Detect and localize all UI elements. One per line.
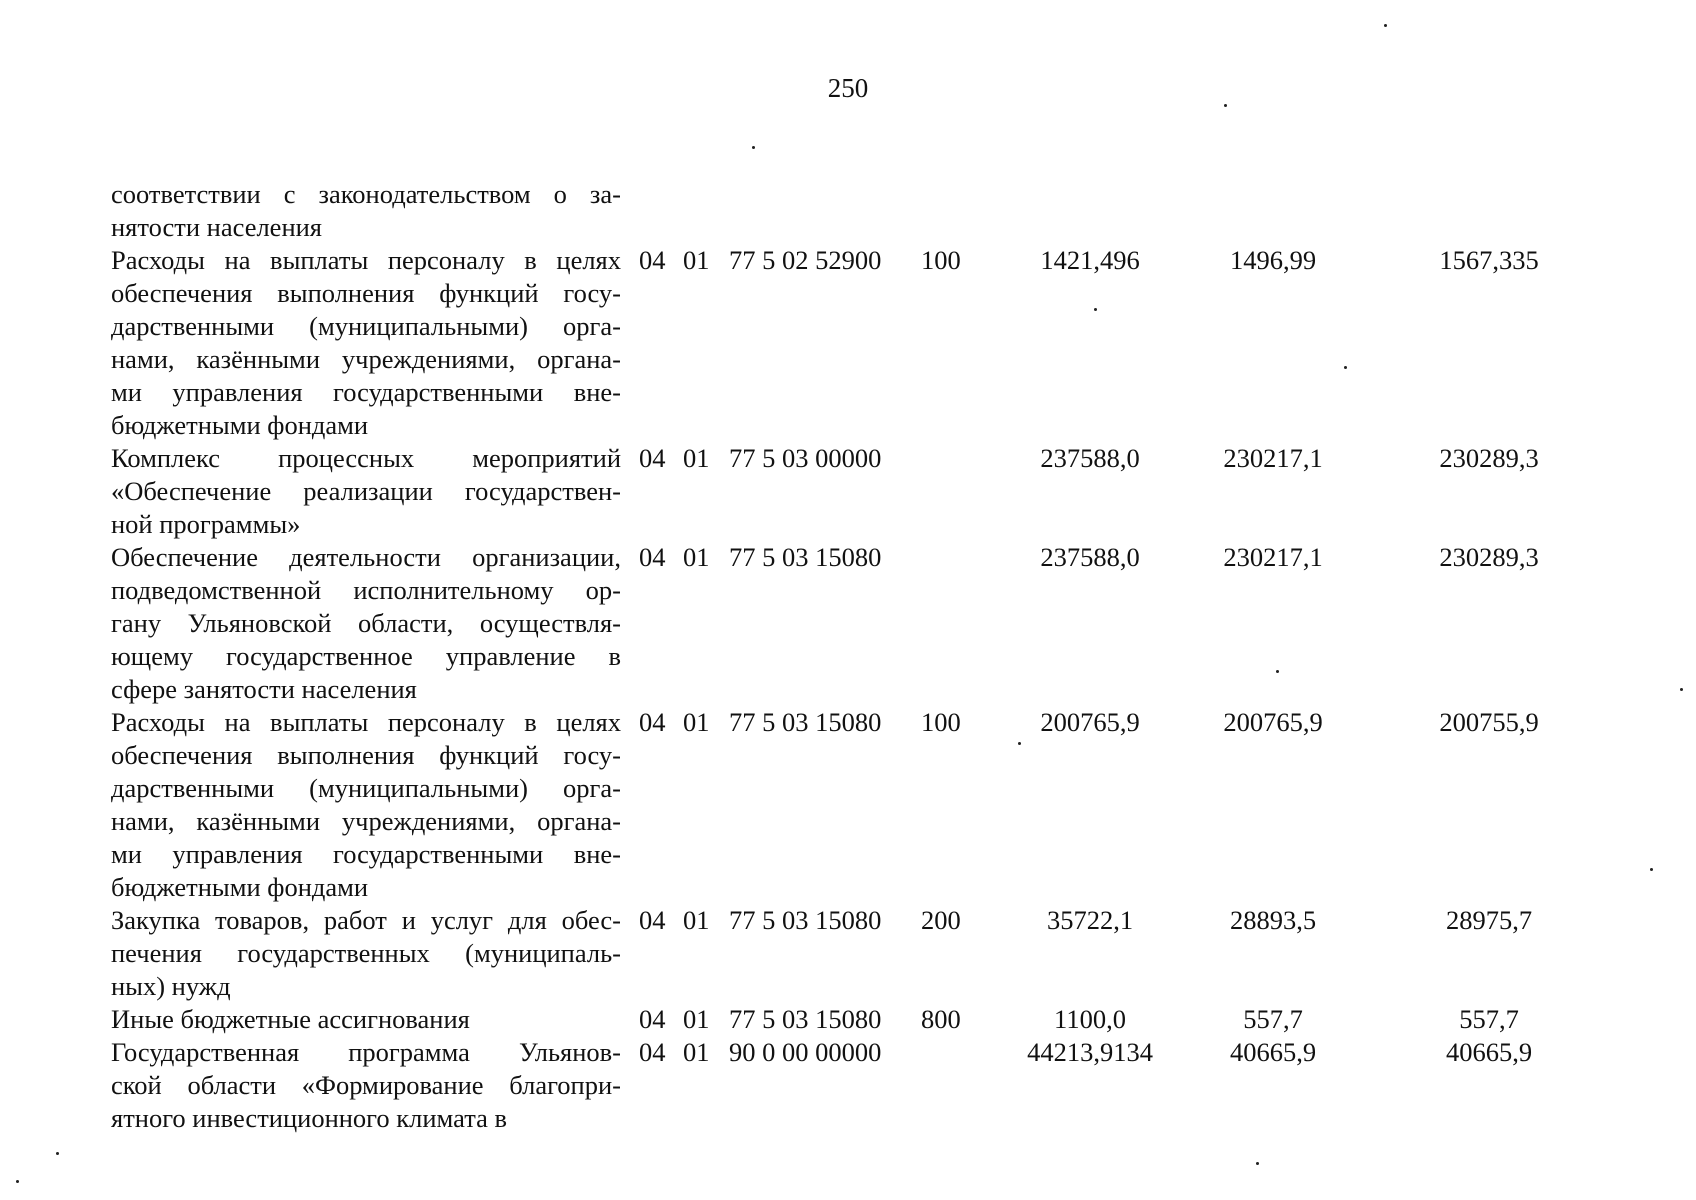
scan-speck <box>1224 104 1227 107</box>
expense-type-code: 100 <box>921 245 961 275</box>
expense-type-code <box>921 442 1015 541</box>
description-line: Закупка товаров, работ и услуг для обес- <box>111 905 621 935</box>
scan-speck <box>752 146 755 149</box>
description-line: нами, казёнными учреждениями, органа- <box>111 806 621 836</box>
expense-type-code <box>921 178 1015 244</box>
description-line: Государственная программа Ульянов- <box>111 1037 621 1067</box>
subsection-code <box>683 178 729 244</box>
description-line: ской области «Формирование благопри- <box>111 1070 621 1100</box>
amount-year-3: 230289,3 <box>1439 443 1539 473</box>
section-code: 04 <box>639 905 666 935</box>
description-line: печения государственных (муниципаль- <box>111 938 621 968</box>
expense-type-code <box>921 541 1015 706</box>
description-line: «Обеспечение реализации государствен- <box>111 476 621 506</box>
description-line: ющему государственное управление в <box>111 641 621 671</box>
scan-speck <box>1680 688 1683 691</box>
budget-table <box>111 178 1597 1135</box>
amount-year-1: 237588,0 <box>1040 443 1140 473</box>
description-line: гану Ульяновской области, осуществля- <box>111 608 621 638</box>
description-line: бюджетными фондами <box>111 410 369 440</box>
amount-year-1: 35722,1 <box>1046 905 1134 935</box>
target-article-code: 90 0 00 00000 <box>729 1037 882 1067</box>
table-row <box>111 904 1597 1003</box>
amount-year-2: 200765,9 <box>1223 707 1323 737</box>
expense-type-code: 200 <box>921 905 961 935</box>
table-row <box>111 178 1597 244</box>
target-article-code: 77 5 03 15080 <box>729 707 882 737</box>
amount-year-3: 200755,9 <box>1439 707 1539 737</box>
scan-speck <box>1650 868 1653 871</box>
amount-year-1: 200765,9 <box>1040 707 1140 737</box>
section-code: 04 <box>639 542 666 572</box>
amount-year-2: 28893,5 <box>1229 905 1317 935</box>
amount-year-1: 1421,496 <box>1040 245 1140 275</box>
scan-speck <box>56 1152 59 1155</box>
description-line: сфере занятости населения <box>111 674 417 704</box>
description-line: бюджетными фондами <box>111 872 369 902</box>
amount-year-1: 237588,0 <box>1040 542 1140 572</box>
row-description <box>111 904 621 1003</box>
table-row <box>111 244 1597 442</box>
expense-type-code: 800 <box>921 1004 961 1034</box>
target-article-code: 77 5 03 15080 <box>729 542 882 572</box>
subsection-code: 01 <box>683 905 710 935</box>
row-description <box>111 541 621 706</box>
table-row <box>111 706 1597 904</box>
description-line: Расходы на выплаты персоналу в целях <box>111 707 621 737</box>
page-number: 250 <box>827 73 869 103</box>
amount-year-3: 40665,9 <box>1445 1037 1533 1067</box>
description-line: ми управления государственными вне- <box>111 839 621 869</box>
amount-year-2: 230217,1 <box>1223 542 1323 572</box>
row-description <box>111 442 621 541</box>
row-description <box>111 1036 621 1135</box>
amount-year-1: 1100,0 <box>1054 1004 1126 1034</box>
description-line: дарственными (муниципальными) орга- <box>111 773 621 803</box>
section-code: 04 <box>639 1037 666 1067</box>
description-line: обеспечения выполнения функций госу- <box>111 740 621 770</box>
scan-speck <box>1384 24 1387 27</box>
amount-year-2: 557,7 <box>1243 1004 1303 1034</box>
expense-type-code: 100 <box>921 707 961 737</box>
target-article-code: 77 5 03 15080 <box>729 1004 882 1034</box>
target-article-code: 77 5 03 15080 <box>729 905 882 935</box>
scan-speck <box>16 1180 19 1183</box>
section-code: 04 <box>639 245 666 275</box>
description-line: обеспечения выполнения функций госу- <box>111 278 621 308</box>
subsection-code: 01 <box>683 443 710 473</box>
subsection-code: 01 <box>683 1004 710 1034</box>
target-article-code <box>729 178 921 244</box>
description-line: ми управления государственными вне- <box>111 377 621 407</box>
description-line: ной программы» <box>111 509 301 539</box>
scan-speck <box>1256 1162 1259 1165</box>
section-code <box>621 178 683 244</box>
amount-year-3 <box>1381 178 1597 244</box>
subsection-code: 01 <box>683 245 710 275</box>
row-description <box>111 244 621 442</box>
amount-year-1 <box>1015 178 1165 244</box>
amount-year-2: 1496,99 <box>1229 245 1317 275</box>
expense-type-code <box>921 1036 1015 1135</box>
description-line: нами, казёнными учреждениями, органа- <box>111 344 621 374</box>
target-article-code: 77 5 03 00000 <box>729 443 882 473</box>
description-line: подведомственной исполнительному ор- <box>111 575 621 605</box>
amount-year-3: 1567,335 <box>1439 245 1539 275</box>
table-row <box>111 1036 1597 1135</box>
description-line: ятного инвестиционного климата в <box>111 1103 508 1133</box>
table-row <box>111 442 1597 541</box>
description-line: соответствии с законодательством о за- <box>111 179 621 209</box>
section-code: 04 <box>639 1004 666 1034</box>
amount-year-2: 40665,9 <box>1229 1037 1317 1067</box>
table-row <box>111 1003 1597 1036</box>
amount-year-2 <box>1165 178 1381 244</box>
description-line: Комплекс процессных мероприятий <box>111 443 621 473</box>
target-article-code: 77 5 02 52900 <box>729 245 882 275</box>
description-line: Расходы на выплаты персоналу в целях <box>111 245 621 275</box>
amount-year-2: 230217,1 <box>1223 443 1323 473</box>
row-description <box>111 178 621 244</box>
amount-year-3: 28975,7 <box>1445 905 1533 935</box>
description-line: Иные бюджетные ассигнования <box>111 1004 470 1034</box>
amount-year-3: 230289,3 <box>1439 542 1539 572</box>
amount-year-3: 557,7 <box>1459 1004 1519 1034</box>
description-line: дарственными (муниципальными) орга- <box>111 311 621 341</box>
subsection-code: 01 <box>683 707 710 737</box>
description-line: ных) нужд <box>111 971 231 1001</box>
description-line: нятости населения <box>111 212 322 242</box>
table-row <box>111 541 1597 706</box>
amount-year-1: 44213,9134 <box>1027 1037 1153 1067</box>
subsection-code: 01 <box>683 1037 710 1067</box>
description-line: Обеспечение деятельности организации, <box>111 542 621 572</box>
row-description <box>111 1003 621 1036</box>
subsection-code: 01 <box>683 542 710 572</box>
row-description <box>111 706 621 904</box>
section-code: 04 <box>639 707 666 737</box>
section-code: 04 <box>639 443 666 473</box>
